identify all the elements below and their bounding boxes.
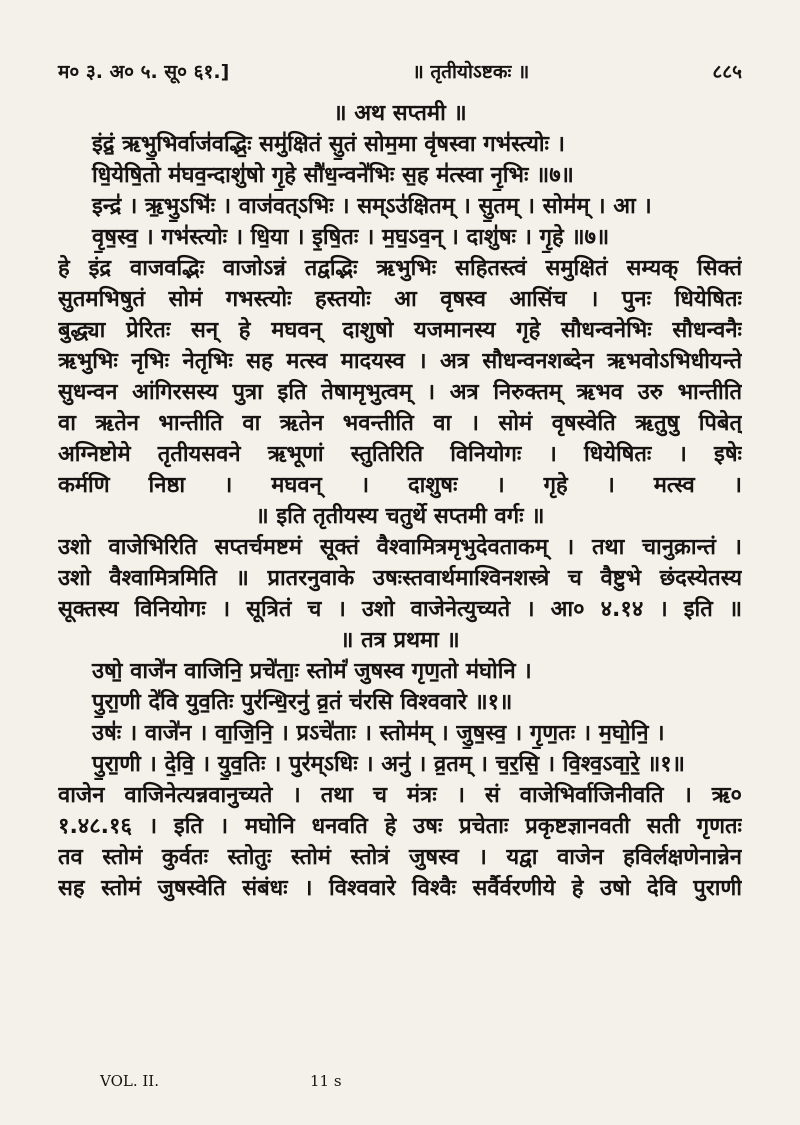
signature-mark: 11 s: [310, 1072, 342, 1090]
text-line: कर्मणि निष्ठा । मघवन् । दाशुषः । गृहे । मत्स्व ।: [58, 473, 742, 498]
text-line: उषः॑ । वाजे॑न । वा॒जि॒नि॒ । प्रऽचे॑ताः । स्तोम॑म् । जु॒ष॒स्व॒ । गृ॒ण॒तः । म॒घो॒नि॒ ।: [92, 721, 665, 746]
page-footer: [100, 1072, 742, 1090]
text-line: सुधन्वन आंगिरसस्य पुत्रा इति तेषामृभुत्वम् । अत्र निरुक्तम् ऋभव उरु भान्तीति: [58, 380, 742, 405]
text-line: तव स्तोमं कुर्वतः स्तोतुः स्तोमं स्तोत्रं जुषस्व । यद्वा वाजेन हविर्लक्षणेनान्नेन: [58, 845, 742, 870]
text-line: धि॒येषि॒तो म॑घव॒न्दाशु॑षो गृ॒हे सौ॑ध॒न्वने॑भिः स॒ह म॑त्स्वा नृ॒भिः ॥७॥: [92, 163, 574, 188]
header-section-ref: म० ३. अ० ५. सू० ६१.]: [58, 61, 230, 83]
text-line: पु॒रा॒णी । दे॒वि॒ । यु॒व॒तिः । पुर॑म्ऽधिः । अनु॑ । व्र॒तम् । च॒र॒सि॒ । वि॒श्व॒ऽवा॒रे॒ ॥१॥: [92, 752, 685, 777]
text-line: सुतमभिषुतं सोमं गभस्त्योः हस्तयोः आ वृषस्व आसिंच । पुनः धियेषितः: [58, 287, 742, 312]
header-title: ॥ तृतीयोऽष्टकः ॥: [412, 61, 530, 83]
running-header: [58, 58, 742, 84]
text-line: १.४८.१६ । इति । मघोनि धनवति हे उषः प्रचेताः प्रकृष्टज्ञानवती सती गृणतः: [58, 814, 742, 839]
text-line: अग्निष्टोमे तृतीयसवने ऋभूणां स्तुतिरिति विनियोगः । धियेषितः । इषेः: [58, 442, 742, 467]
text-line: ऋभुभिः नृभिः नेतृभिः सह मत्स्व मादयस्व । अत्र सौधन्वनशब्देन ऋभवोऽभिधीयन्ते: [58, 349, 742, 374]
text-line: इन्द्र॑ । ऋ॒भु॒ऽभिः॑ । वाज॑वत्ऽभिः । सम्ऽउ॑क्षितम् । सु॒तम् । सोम॑म् । आ ।: [92, 194, 652, 219]
section-heading: ॥ अथ सप्तमी ॥: [333, 101, 467, 126]
section-heading: ॥ तत्र प्रथमा ॥: [340, 628, 460, 653]
text-line: सह स्तोमं जुषस्वेति संबंधः । विश्ववारे विश्वैः सर्वैर्वरणीये हे उषो देवि पुराणी: [58, 876, 742, 901]
page-number: ८८५: [712, 61, 742, 83]
text-line: वाजेन वाजिनेत्यन्नवानुच्यते । तथा च मंत्रः । सं वाजेभिर्वाजिनीवति । ऋ०: [58, 783, 742, 808]
text-line: उषो॒ वाजे॑न वाजिनि॒ प्रचे॑ताः॒ स्तोमं॑ जुषस्व गृण॒तो म॑घोनि ।: [92, 659, 532, 684]
text-line: वा ऋतेन भान्तीति वा ऋतेन भवन्तीति वा । सोमं वृषस्वेति ऋतुषु पिबेत्: [58, 411, 742, 436]
text-line: हे इंद्र वाजवद्भिः वाजोऽन्नं तद्वद्भिः ऋभुभिः सहितस्त्वं समुक्षितं सम्यक् सिक्तं: [58, 256, 742, 281]
page-body: [58, 98, 742, 904]
text-line: सूक्तस्य विनियोगः । सूत्रितं च । उशो वाजेनेत्युच्यते । आ० ४.१४ । इति ॥: [58, 597, 742, 622]
text-line: इंद्रं॒ ऋभु॒भिर्वाज॑वद्भिः॒ समु॑क्षितं सु॒तं सोम॒मा वृ॑षस्वा गभ॑स्त्योः ।: [92, 132, 565, 157]
section-heading: ॥ इति तृतीयस्य चतुर्थे सप्तमी वर्गः ॥: [255, 504, 545, 529]
text-line: उशो वैश्वामित्रमिति ॥ प्रातरनुवाके उषःस्तवार्थमाश्विनशस्त्रे च वैष्टुभे छंदस्येतस्य: [58, 566, 742, 591]
volume-label: VOL. II.: [100, 1072, 159, 1090]
text-line: बुद्ध्या प्रेरितः सन् हे मघवन् दाशुषो यजमानस्य गृहे सौधन्वनेभिः सौधन्वनैः: [58, 318, 742, 343]
text-line: वृ॒ष॒स्व॒ । गभ॑स्त्योः । धि॒या । इ॒षि॒तः । म॒घ॒ऽव॒न् । दाशु॑षः । गृ॒हे ॥७॥: [92, 225, 610, 250]
text-line: उशो वाजेभिरिति सप्तर्चमष्टमं सूक्तं वैश्वामित्रमृभुदेवताकम् । तथा चानुक्रान्तं ।: [58, 535, 742, 560]
text-line: पु॒रा॒णी दे॑वि युव॒तिः पुर॑न्धि॒रनु॑ व्र॒तं च॑रसि विश्ववारे ॥१॥: [92, 690, 513, 715]
